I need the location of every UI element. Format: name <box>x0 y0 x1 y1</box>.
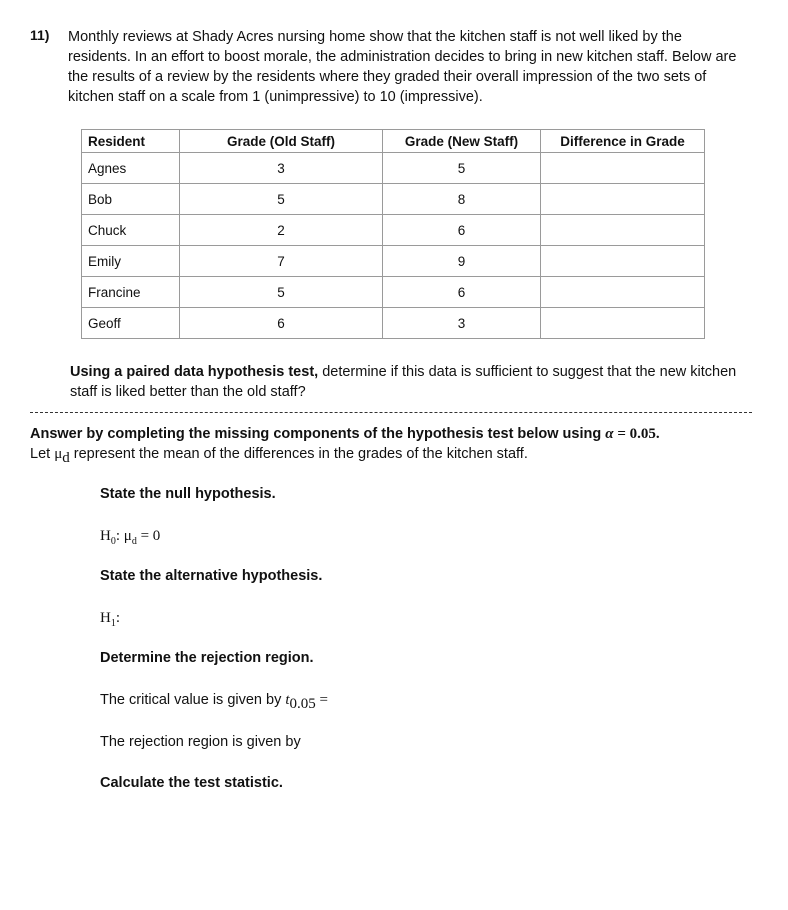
cell-difference[interactable] <box>541 215 705 246</box>
rejection-region-title: Determine the rejection region. <box>100 650 314 666</box>
cell-new-grade: 8 <box>383 184 541 215</box>
test-statistic-title: Calculate the test statistic. <box>100 775 283 791</box>
h0-subscript: 0 <box>110 536 116 547</box>
instruction-line <box>30 424 760 444</box>
null-hypothesis-title: State the null hypothesis. <box>100 486 276 502</box>
cell-new-grade: 6 <box>383 215 541 246</box>
mu-symbol: μ <box>54 446 63 462</box>
question-rest: determine if this data is sufficient to suggest that the new kitchen staff is liked better than the old staff? <box>70 364 737 400</box>
let-line <box>30 444 760 468</box>
alpha-value: = 0.05. <box>613 426 660 442</box>
h1-subscript: 1 <box>110 618 116 629</box>
table-row <box>82 184 705 215</box>
table-header-row <box>82 130 705 153</box>
table-row <box>82 153 705 184</box>
grades-table <box>81 129 705 339</box>
cell-old-grade: 2 <box>180 215 383 246</box>
cell-resident: Emily <box>82 246 180 277</box>
critical-t: t <box>285 692 290 708</box>
critical-equals: = <box>315 692 328 708</box>
cell-difference[interactable] <box>541 308 705 339</box>
null-hypothesis-expression <box>100 528 160 547</box>
critical-value-text: The critical value is given by <box>100 692 286 708</box>
cell-new-grade: 6 <box>383 277 541 308</box>
critical-subscript: 0.05 <box>289 695 316 712</box>
cell-new-grade: 5 <box>383 153 541 184</box>
header-new-staff: Grade (New Staff) <box>383 130 541 153</box>
header-difference: Difference in Grade <box>541 130 705 153</box>
cell-old-grade: 3 <box>180 153 383 184</box>
cell-difference[interactable] <box>541 184 705 215</box>
cell-difference[interactable] <box>541 246 705 277</box>
h0-colon: : <box>115 528 124 544</box>
rejection-region-line[interactable]: The rejection region is given by <box>100 734 301 750</box>
mu-subscript: d <box>62 449 70 466</box>
table-row <box>82 215 705 246</box>
cell-difference[interactable] <box>541 153 705 184</box>
table-row <box>82 277 705 308</box>
h1-symbol: H <box>100 610 111 626</box>
h0-rhs: = 0 <box>136 528 161 544</box>
alt-hypothesis-expression[interactable] <box>100 610 120 629</box>
alt-hypothesis-title: State the alternative hypothesis. <box>100 568 323 584</box>
cell-resident: Geoff <box>82 308 180 339</box>
critical-value-line[interactable] <box>100 692 328 713</box>
cell-resident: Chuck <box>82 215 180 246</box>
h0-mu-subscript: d <box>131 536 137 547</box>
h0-mu: μ <box>123 528 132 544</box>
header-resident: Resident <box>82 130 180 153</box>
cell-resident: Bob <box>82 184 180 215</box>
cell-resident: Agnes <box>82 153 180 184</box>
cell-old-grade: 5 <box>180 184 383 215</box>
table-row <box>82 308 705 339</box>
question-bold: Using a paired data hypothesis test, <box>70 364 319 380</box>
problem-number: 11) <box>30 27 50 43</box>
cell-old-grade: 7 <box>180 246 383 277</box>
let-prefix: Let <box>30 446 55 462</box>
question-text <box>70 362 750 402</box>
cell-difference[interactable] <box>541 277 705 308</box>
dashed-divider <box>30 412 752 413</box>
cell-old-grade: 5 <box>180 277 383 308</box>
answer-instructions <box>30 424 760 468</box>
cell-resident: Francine <box>82 277 180 308</box>
h0-symbol: H <box>100 528 111 544</box>
cell-new-grade: 9 <box>383 246 541 277</box>
instruction-text: Answer by completing the missing components of the hypothesis test below using <box>30 426 602 442</box>
let-suffix: represent the mean of the differences in the grades of the kitchen staff. <box>69 446 528 462</box>
table-row <box>82 246 705 277</box>
h1-colon: : <box>115 610 121 626</box>
cell-old-grade: 6 <box>180 308 383 339</box>
problem-text: Monthly reviews at Shady Acres nursing home show that the kitchen staff is not well liked by the residents. In an effort to boost morale, the administration decides to bring in new kitchen staff. Below are the results of a review by the residents where they graded their overall impression of the two sets of kitchen staff on a scale from 1 (unimpressive) to 10 (impressive). <box>68 29 737 105</box>
cell-new-grade: 3 <box>383 308 541 339</box>
header-old-staff: Grade (Old Staff) <box>180 130 383 153</box>
alpha-symbol: α <box>605 426 614 442</box>
